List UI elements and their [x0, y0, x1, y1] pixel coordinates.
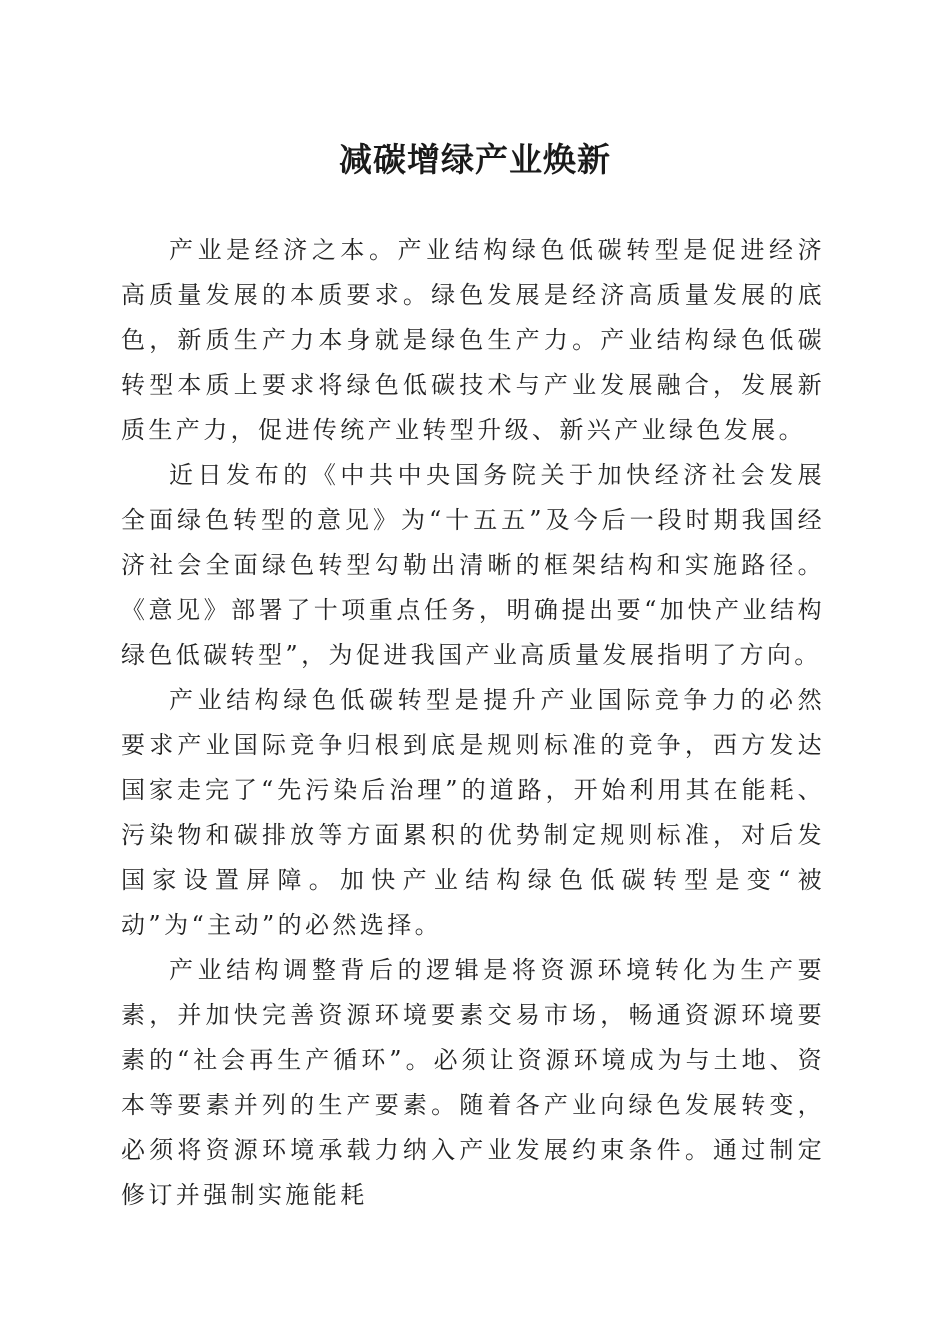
- paragraph: 产业是经济之本。产业结构绿色低碳转型是促进经济高质量发展的本质要求。绿色发展是经济高质量发展的底色，新质生产力本身就是绿色生产力。产业结构绿色低碳转型本质上要求将绿色低碳技术与产业发展融合，发展新质生产力，促进传统产业转型升级、新兴产业绿色发展。: [121, 236, 825, 444]
- paragraph: 产业结构绿色低碳转型是提升产业国际竞争力的必然要求产业国际竞争归根到底是规则标准的竞争，西方发达国家走完了“先污染后治理”的道路，开始利用其在能耗、污染物和碳排放等方面累积的优势制定规则标准，对后发国家设置屏障。加快产业结构绿色低碳转型是变“被动”为“主动”的必然选择。: [121, 686, 825, 939]
- document-title: 减碳增绿产业焕新: [339, 140, 611, 179]
- document-body: [121, 228, 825, 1218]
- paragraph: 近日发布的《中共中央国务院关于加快经济社会发展全面绿色转型的意见》为“十五五”及今后一段时期我国经济社会全面绿色转型勾勒出清晰的框架结构和实施路径。《意见》部署了十项重点任务，明确提出要“加快产业结构绿色低碳转型”，为促进我国产业高质量发展指明了方向。: [121, 461, 825, 669]
- paragraph: 产业结构调整背后的逻辑是将资源环境转化为生产要素，并加快完善资源环境要素交易市场，畅通资源环境要素的“社会再生产循环”。必须让资源环境成为与土地、资本等要素并列的生产要素。随着各产业向绿色发展转变，必须将资源环境承载力纳入产业发展约束条件。通过制定修订并强制实施能耗: [121, 956, 825, 1209]
